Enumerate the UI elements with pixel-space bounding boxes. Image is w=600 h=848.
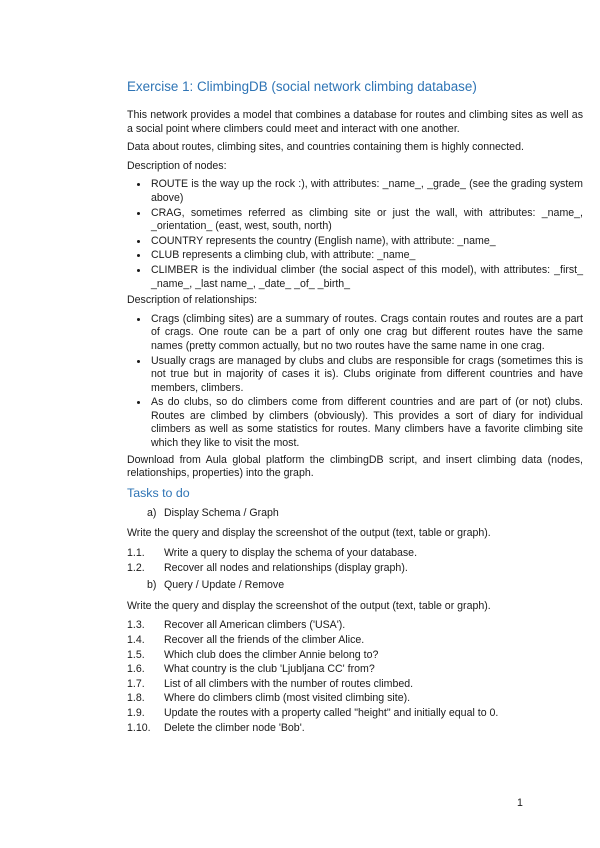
node-item-club: • CLUB represents a climbing club, with attribute: _name_ bbox=[149, 249, 583, 263]
node-item-route: • ROUTE is the way up the rock :), with attributes: _name_, _grade_ (see the grading system above) bbox=[149, 178, 583, 205]
task-item bbox=[127, 663, 583, 677]
task-number: 1.9. bbox=[127, 706, 145, 719]
task-number: 1.1. bbox=[127, 547, 145, 560]
task-item bbox=[127, 692, 583, 706]
task-number: 1.3. bbox=[127, 619, 145, 632]
section-a-title: Display Schema / Graph bbox=[164, 506, 279, 519]
task-number: 1.7. bbox=[127, 677, 145, 690]
section-a-instructions: Write the query and display the screenshot of the output (text, table or graph). bbox=[127, 527, 491, 540]
task-number: 1.4. bbox=[127, 634, 145, 646]
intro-paragraph: This network provides a model that combines a database for routes and climbing sites as well as a social point where climbers could meet and interact with one another. bbox=[127, 109, 583, 135]
node-item-crag: • CRAG, sometimes referred as climbing site or just the wall, with attributes: _name_, _orientation_ (east, west, south, north) bbox=[149, 207, 583, 234]
task-text: Recover all nodes and relationships (display graph). bbox=[164, 561, 408, 574]
page-number: 1 bbox=[517, 797, 523, 809]
tasks-a-list bbox=[127, 547, 583, 575]
task-number: 1.6. bbox=[127, 663, 145, 676]
task-text: Recover all the friends of the climber Alice. bbox=[164, 634, 365, 646]
task-text: Delete the climber node 'Bob'. bbox=[164, 721, 305, 734]
task-number: 1.2. bbox=[127, 561, 145, 574]
relationship-item: • As do clubs, so do climbers come from different countries and are part of (or not) clubs. Routes are climbed by climbers (obviously). This provides a sort of diary for individual climbers as well as some statistics for routes. Many climbers have a favorite climbing site which they like to visit the most. bbox=[149, 396, 583, 450]
relationships-list bbox=[127, 313, 583, 451]
task-text: Where do climbers climb (most visited climbing site). bbox=[164, 692, 411, 705]
relationship-item: • Usually crags are managed by clubs and clubs are responsible for crags (sometimes this is not true but in majority of cases it is). Clubs originate from different countries and have members, climbers. bbox=[149, 355, 583, 396]
task-item bbox=[127, 722, 583, 736]
section-a-letter: a) bbox=[147, 506, 157, 519]
page-content bbox=[127, 78, 583, 739]
relationship-item: • Crags (climbing sites) are a summary of routes. Crags contain routes and routes are a part of crags. One route can be a part of only one crag but different routes have the same names (pretty common actually, but no two routes have the same name in one crag. bbox=[149, 313, 583, 354]
task-text: Write a query to display the schema of your database. bbox=[164, 547, 418, 560]
tasks-heading: Tasks to do bbox=[127, 485, 190, 500]
section-a-heading bbox=[147, 507, 583, 521]
download-paragraph: Download from Aula global platform the climbingDB script, and insert climbing data (nodes, relationships, properties) into the graph. bbox=[127, 453, 583, 480]
task-text: What country is the club 'Ljubljana CC' from? bbox=[164, 663, 375, 676]
connectivity-paragraph: Data about routes, climbing sites, and countries containing them is highly connected. bbox=[127, 141, 524, 154]
task-item bbox=[127, 634, 583, 648]
node-item-country: • COUNTRY represents the country (English name), with attribute: _name_ bbox=[149, 235, 583, 249]
task-item bbox=[127, 562, 583, 576]
node-item-climber: • CLIMBER is the individual climber (the social aspect of this model), with attributes: _first_ _name_, _last name_, _date_ _of_ _birth_ bbox=[149, 264, 583, 291]
task-text: Update the routes with a property called "height" and initially equal to 0. bbox=[164, 706, 499, 719]
nodes-heading: Description of nodes: bbox=[127, 159, 227, 172]
relationships-heading: Description of relationships: bbox=[127, 294, 258, 307]
task-item bbox=[127, 707, 583, 721]
section-b-title: Query / Update / Remove bbox=[164, 579, 285, 592]
task-number: 1.8. bbox=[127, 692, 145, 705]
task-text: Which club does the climber Annie belong to? bbox=[164, 648, 379, 661]
exercise-title: Exercise 1: ClimbingDB (social network climbing database) bbox=[127, 79, 477, 94]
section-b-instructions: Write the query and display the screenshot of the output (text, table or graph). bbox=[127, 599, 491, 612]
task-number: 1.10. bbox=[127, 721, 151, 734]
task-item bbox=[127, 547, 583, 561]
section-b-heading bbox=[147, 579, 583, 593]
task-number: 1.5. bbox=[127, 648, 145, 661]
task-text: List of all climbers with the number of routes climbed. bbox=[164, 677, 414, 690]
nodes-list bbox=[127, 178, 583, 291]
task-item bbox=[127, 649, 583, 663]
section-b-letter: b) bbox=[147, 579, 157, 592]
task-text: Recover all American climbers ('USA'). bbox=[164, 619, 346, 632]
task-item bbox=[127, 678, 583, 692]
task-item bbox=[127, 619, 583, 633]
tasks-b-list bbox=[127, 619, 583, 735]
